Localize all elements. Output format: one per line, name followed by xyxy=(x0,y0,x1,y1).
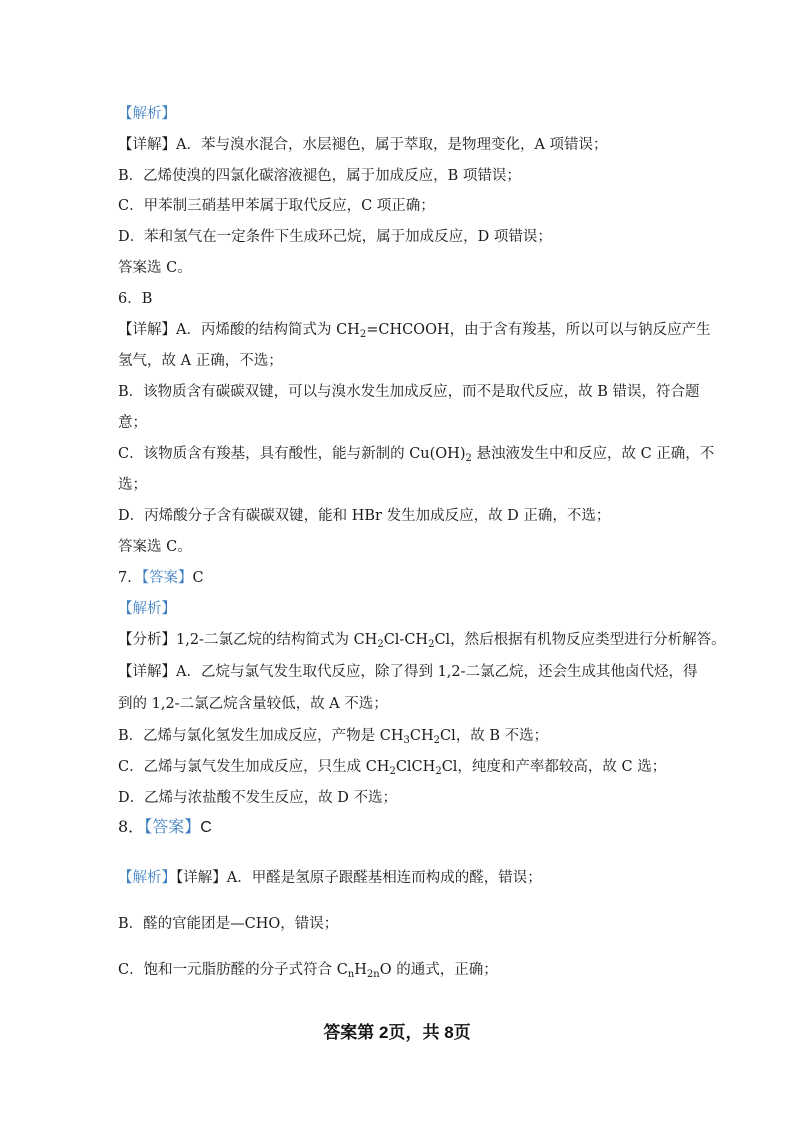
analysis-tag: 【解析】 xyxy=(118,601,176,617)
answer-tag: 【答案】 xyxy=(141,570,193,586)
text-segment: 悬浊液发生中和反应，故 C 正确，不 xyxy=(471,446,715,462)
text-segment: Cl，故 B 不选； xyxy=(440,728,549,744)
text-segment: 【分析】1,2-二氯乙烷的结构简式为 CH xyxy=(118,632,378,648)
paragraph-line: D．乙烯与浓盐酸不发生反应，故 D 不选； xyxy=(118,790,397,806)
text-segment: ClCH xyxy=(395,759,436,775)
subscript: 3 xyxy=(403,735,410,746)
text-segment: B．乙烯与氯化氢发生加成反应，产物是 CH xyxy=(118,728,404,744)
paragraph-line: 到的 1,2-二氯乙烷含量较低，故 A 不选； xyxy=(118,696,388,712)
paragraph-line xyxy=(118,726,548,746)
page-footer: 答案第 2页，共 8页 xyxy=(323,1023,471,1042)
paragraph-line: D．丙烯酸分子含有碳碳双键，能和 HBr 发生加成反应，故 D 正确，不选； xyxy=(118,508,611,524)
text-segment: C．该物质含有羧基，具有酸性，能与新制的 Cu(OH) xyxy=(118,446,466,462)
subscript: 2 xyxy=(359,329,367,340)
subscript: 2 xyxy=(435,766,442,777)
subscript: 2 xyxy=(433,735,441,746)
text-segment: C．乙烯与氯气发生加成反应，只生成 CH xyxy=(118,759,390,775)
paragraph-line: B．醛的官能团是—CHO，错误； xyxy=(118,916,339,932)
text-segment: CH xyxy=(409,728,434,744)
paragraph-line: 意； xyxy=(118,415,147,431)
subscript: 2n xyxy=(366,969,380,980)
paragraph-line xyxy=(118,757,666,777)
paragraph-line: D．苯和氢气在一定条件下生成环己烷，属于加成反应，D 项错误； xyxy=(118,229,552,245)
paragraph-line: 【详解】A．苯与溴水混合，水层褪色，属于萃取，是物理变化，A 项错误； xyxy=(118,137,608,153)
paragraph-line xyxy=(118,320,711,340)
subscript: 2 xyxy=(377,639,384,650)
paragraph-line: 选； xyxy=(118,477,147,493)
text-segment: Cl，然后根据有机物反应类型进行分析解答。 xyxy=(434,632,726,648)
answer-line xyxy=(118,568,204,588)
answer-value: C xyxy=(192,570,204,586)
text-segment: Cl-CH xyxy=(383,632,429,648)
answer-line xyxy=(118,817,212,838)
paragraph-line: 答案选 C。 xyxy=(118,260,192,276)
question-number: 7． xyxy=(118,570,142,586)
question-number: 8． xyxy=(118,817,145,836)
text-segment: C．饱和一元脂肪醛的分子式符合 C xyxy=(118,962,348,978)
paragraph-line xyxy=(118,868,542,888)
text-segment: Cl，纯度和产率都较高，故 C 选； xyxy=(441,759,667,775)
analysis-tag: 【解析】 xyxy=(118,106,176,122)
text-segment: A．甲醛是氢原子跟醛基相连而构成的醛，错误； xyxy=(226,870,542,886)
subscript: 2 xyxy=(389,766,396,777)
subscript: 2 xyxy=(465,453,472,464)
paragraph-line: 【详解】A．乙烷与氯气发生取代反应，除了得到 1,2-二氯乙烷，还会生成其他卤代烃，得 xyxy=(118,664,698,680)
paragraph-line xyxy=(118,630,726,650)
paragraph-line xyxy=(118,960,498,980)
detail-tag: 【详解】 xyxy=(176,870,227,886)
paragraph-line: 氢气，故 A 正确，不选； xyxy=(118,353,283,369)
paragraph-line: B．该物质含有碳碳双键，可以与溴水发生加成反应，而不是取代反应，故 B 错误，符合题 xyxy=(118,384,700,400)
subscript: n xyxy=(347,969,355,980)
paragraph-line: C．甲苯制三硝基甲苯属于取代反应，C 项正确； xyxy=(118,198,435,214)
text-segment: 【详解】A．丙烯酸的结构简式为 CH xyxy=(118,322,360,338)
paragraph-line: B．乙烯使溴的四氯化碳溶液褪色，属于加成反应，B 项错误； xyxy=(118,168,521,184)
paragraph-line: 答案选 C。 xyxy=(118,539,192,555)
paragraph-line xyxy=(118,444,714,464)
analysis-tag: 【解析】 xyxy=(118,870,176,886)
text-segment: H xyxy=(354,962,367,978)
text-segment: =CHCOOH，由于含有羧基，所以可以与钠反应产生 xyxy=(366,322,711,338)
text-segment: O 的通式，正确； xyxy=(379,962,498,978)
answer-value: C xyxy=(200,819,212,836)
answer-tag: 【答案】 xyxy=(144,817,201,836)
question-number: 6．B xyxy=(118,291,153,307)
subscript: 2 xyxy=(428,639,435,650)
